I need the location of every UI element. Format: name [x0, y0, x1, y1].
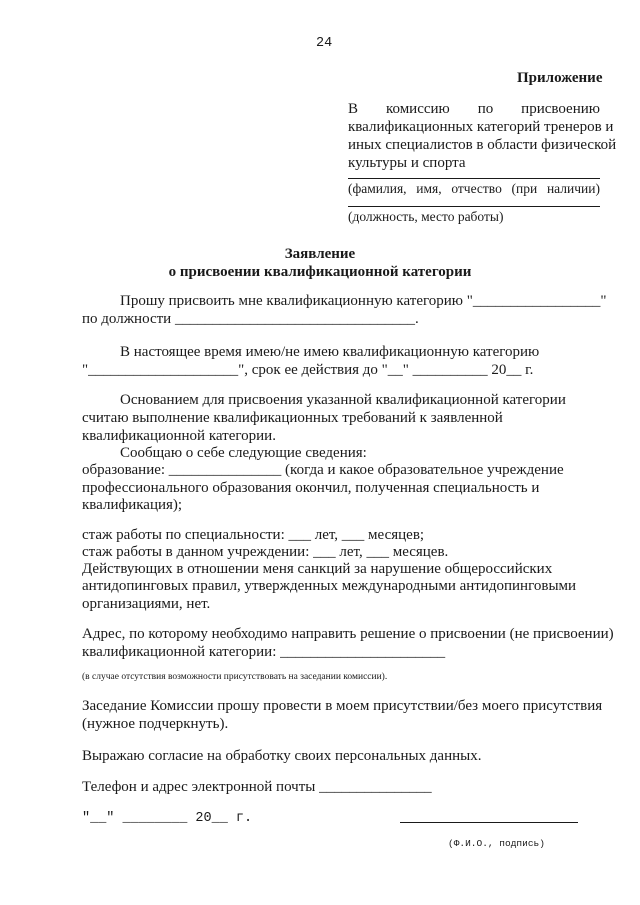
sanctions-line-1: Действующих в отношении меня санкций за нарушение общероссийских [82, 561, 553, 577]
addressee-line-2: квалификационных категорий тренеров и [348, 119, 614, 135]
consent-statement: Выражаю согласие на обработку своих персональных данных. [82, 748, 482, 764]
basis-line-1: Основанием для присвоения указанной квалификационной категории [120, 392, 566, 408]
request-line-1: Прошу присвоить мне квалификационную категорию "_________________" [120, 293, 607, 309]
position-underline [348, 206, 600, 207]
document-title: Заявление [284, 246, 356, 262]
sanctions-line-2: антидопинговых правил, утвержденных международными антидопинговыми [82, 578, 577, 594]
fio-word: имя, [416, 181, 442, 196]
name-underline [348, 178, 600, 179]
addressee-line-1 [348, 100, 600, 118]
basis-line-3: квалификационной категории. [82, 428, 276, 444]
appendix-label: Приложение [517, 70, 603, 86]
meeting-line-2: (нужное подчеркнуть). [82, 716, 229, 732]
position-caption: (должность, место работы) [348, 209, 504, 224]
info-intro: Сообщаю о себе следующие сведения: [120, 445, 367, 461]
fio-caption [348, 181, 600, 197]
address-line-1: Адрес, по которому необходимо направить решение о присвоении (не присвоении) [82, 626, 614, 642]
sanctions-line-3: организациями, нет. [82, 596, 211, 612]
fio-word: наличии) [546, 181, 600, 196]
signature-caption: (Ф.И.О., подпись) [448, 838, 545, 849]
addressee-line-4: культуры и спорта [348, 155, 466, 171]
addressee-word: В [348, 101, 359, 117]
education-line-3: квалификация); [82, 497, 183, 513]
absence-note: (в случае отсутствия возможности присутствовать на заседании комиссии). [82, 672, 388, 682]
addressee-line-3: иных специалистов в области физической [348, 137, 617, 153]
addressee-block [348, 100, 617, 172]
signature-underline [400, 822, 578, 823]
basis-line-2: считаю выполнение квалификационных требований к заявленной [82, 410, 503, 426]
education-line-2: профессионального образования окончил, полученная специальность и [82, 480, 540, 496]
fio-word: отчество [451, 181, 502, 196]
education-line-1: образование: _______________ (когда и какое образовательное учреждение [82, 462, 564, 478]
meeting-line-1: Заседание Комиссии прошу провести в моем присутствии/без моего присутствия [82, 698, 603, 714]
fio-word: (при [511, 181, 538, 196]
page-number: 24 [316, 36, 333, 51]
contact-line: Телефон и адрес электронной почты _______________ [82, 779, 432, 795]
addressee-word: присвоению [521, 101, 600, 117]
experience-specialty: стаж работы по специальности: ___ лет, ___ месяцев; [82, 527, 425, 543]
addressee-word: по [477, 101, 494, 117]
document-subtitle: о присвоении квалификационной категории [168, 264, 472, 280]
address-line-2: квалификационной категории: ______________________ [82, 644, 446, 660]
current-category-line-1: В настоящее время имею/не имею квалификационную категорию [120, 344, 540, 360]
current-category-line-2: "____________________", срок ее действия до "__" __________ 20__ г. [82, 362, 534, 378]
request-line-2: по должности ________________________________. [82, 311, 419, 327]
fio-word: (фамилия, [348, 181, 407, 196]
addressee-word: комиссию [385, 101, 450, 117]
date-field: "__" ________ 20__ г. [82, 811, 253, 826]
experience-institution: стаж работы в данном учреждении: ___ лет, ___ месяцев. [82, 544, 449, 560]
